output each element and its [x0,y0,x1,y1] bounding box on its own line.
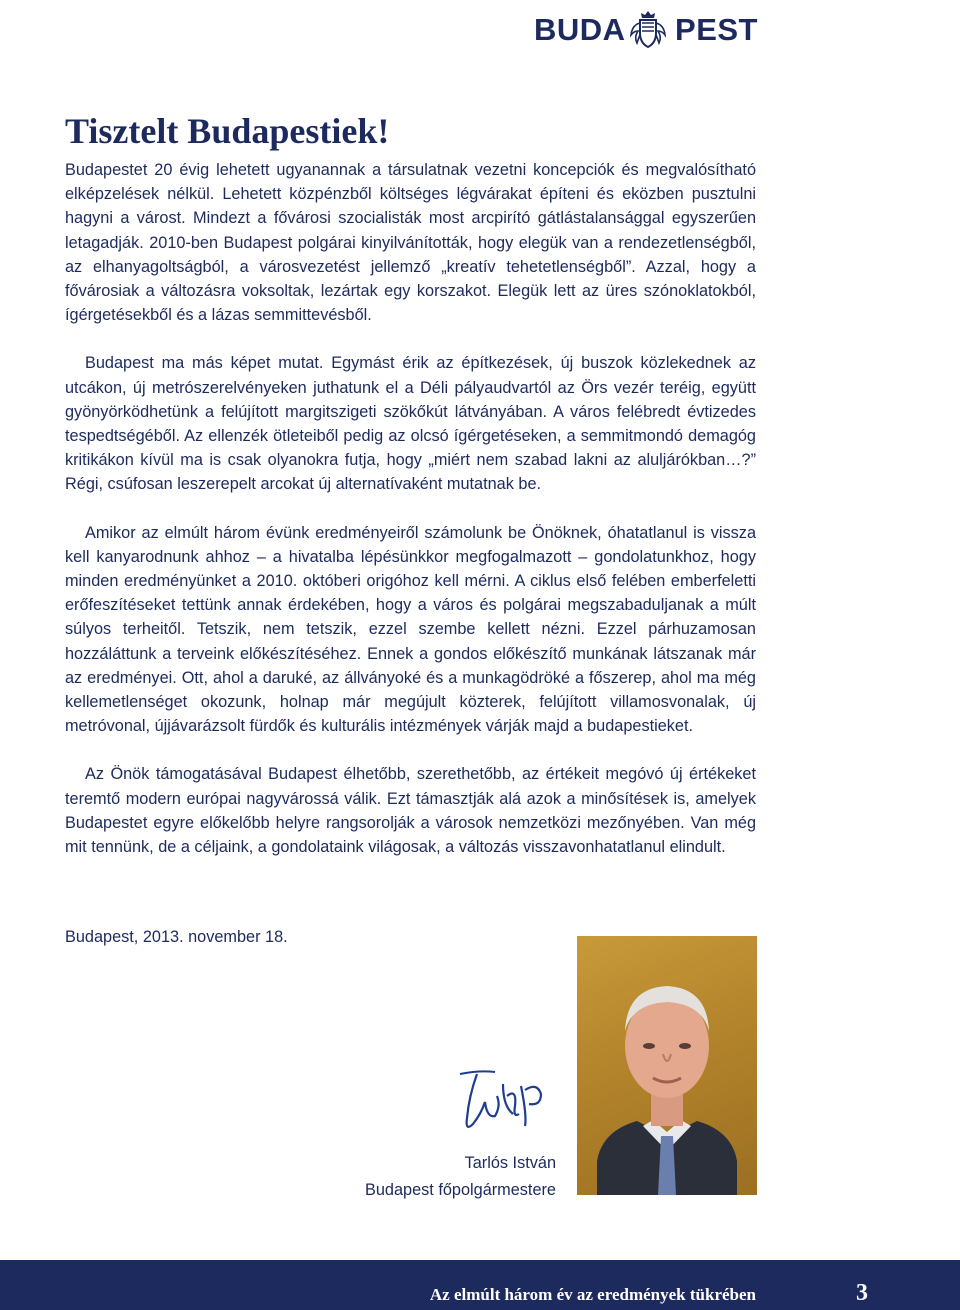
signature-graphic [455,1066,555,1136]
logo-text-pest: PEST [675,12,758,47]
budapest-logo [534,12,758,46]
signer-name: Tarlós István [464,1154,556,1172]
portrait-illustration [577,936,757,1195]
mayor-portrait [577,936,757,1195]
letter-title: Tisztelt Budapestiek! [65,111,390,151]
page-number: 3 [856,1280,868,1306]
letter-date: Budapest, 2013. november 18. [65,928,288,946]
page-footer [0,1260,960,1310]
signer-role: Budapest főpolgármestere [365,1181,556,1199]
paragraph-1: Budapestet 20 évig lehetett ugyanannak a társulatnak vezetni koncepciók és megvalósítható elképzelések nélkül. Lehetett közpénzből költséges légvárakat építeni és eközben pusztulni hagyni a várost. Mindezt a fővárosi szocialisták most arcpirító gátlástalansággal egyszerűen letagadják. 2010-ben Budapest polgárai kinyilvánították, hogy elegük van a rendezetlenségből, az elhanyagoltságból, a városvezetést jellemző „kreatív tehetetlenségből”. Azzal, hogy a fővárosiak a változásra voksoltak, lezártak egy korszakot. Elegük lett az üres szónoklatokból, ígérgetésekből és a lázas semmittevésből. [65,161,756,325]
paragraph-2: Budapest ma más képet mutat. Egymást érik az építkezések, új buszok közlekednek az utcákon, új metrószerelvényeken juthatunk el a Déli pályaudvartól az Örs vezér teréig, együtt gyönyörködhetünk a felújított margitszigeti szökőkút látványában. A város felébredt évtizedes tespedtségéből. Az ellenzék ötleteiből pedig az olcsó ígérgetéseken, a semmitmondó demagóg kritikákon kívül ma is csak olyanokra futja, hogy „miért nem szabad lakni az aluljárókban…?” Régi, csúfosan leszerepelt arcokat új alternatívaként mutatnak be. [65,354,756,494]
footer-title: Az elmúlt három év az eredmények tükrében [429,1285,756,1304]
letter-body [65,158,756,883]
paragraph-3: Amikor az elmúlt három évünk eredményeiről számolunk be Önöknek, óhatatlanul is vissza kell kanyarodnunk ahhoz – a hivatalba lépésünkkor megfogalmazott – gondolatunkhoz, hogy minden eredményünket a 2010. októberi origóhoz kell mérni. A ciklus első felében emberfeletti erőfeszítéseket tettünk annak érdekében, hogy a város és polgárai megszabaduljanak a múlt súlyos terheitől. Tetszik, nem tetszik, ezzel szembe kellett nézni. Ezzel párhuzamosan hozzáláttunk a terveink előkészítéséhez. Ennek a gondos előkészítő munkának látszanak már az eredményei. Ott, ahol a daruké, az állványoké és a munkagödröké a főszerep, ahol ma még kellemetlenséget okozunk, holnap már megújult közterek, felújított villamosvonalak, új metróvonal, újjávarázsolt fürdők és kulturális intézmények várják majd a budapestieket. [65,523,756,736]
signer-block [365,1150,556,1204]
paragraph-4: Az Önök támogatásával Budapest élhetőbb, szerethetőbb, az értékeit megóvó új értékeket teremtő modern európai nagyvárossá válik. Ezt támasztják alá azok a minősítések is, amelyek Budapestet egyre előkelőbb helyre rangsorolják a városok nemzetközi mezőnyében. Van még mit tennünk, de a céljaink, a gondolataink világosak, a változás visszavonhatatlanul elindult. [65,765,756,857]
logo-text-buda: BUDA [534,12,626,47]
coat-of-arms-icon [628,9,668,49]
